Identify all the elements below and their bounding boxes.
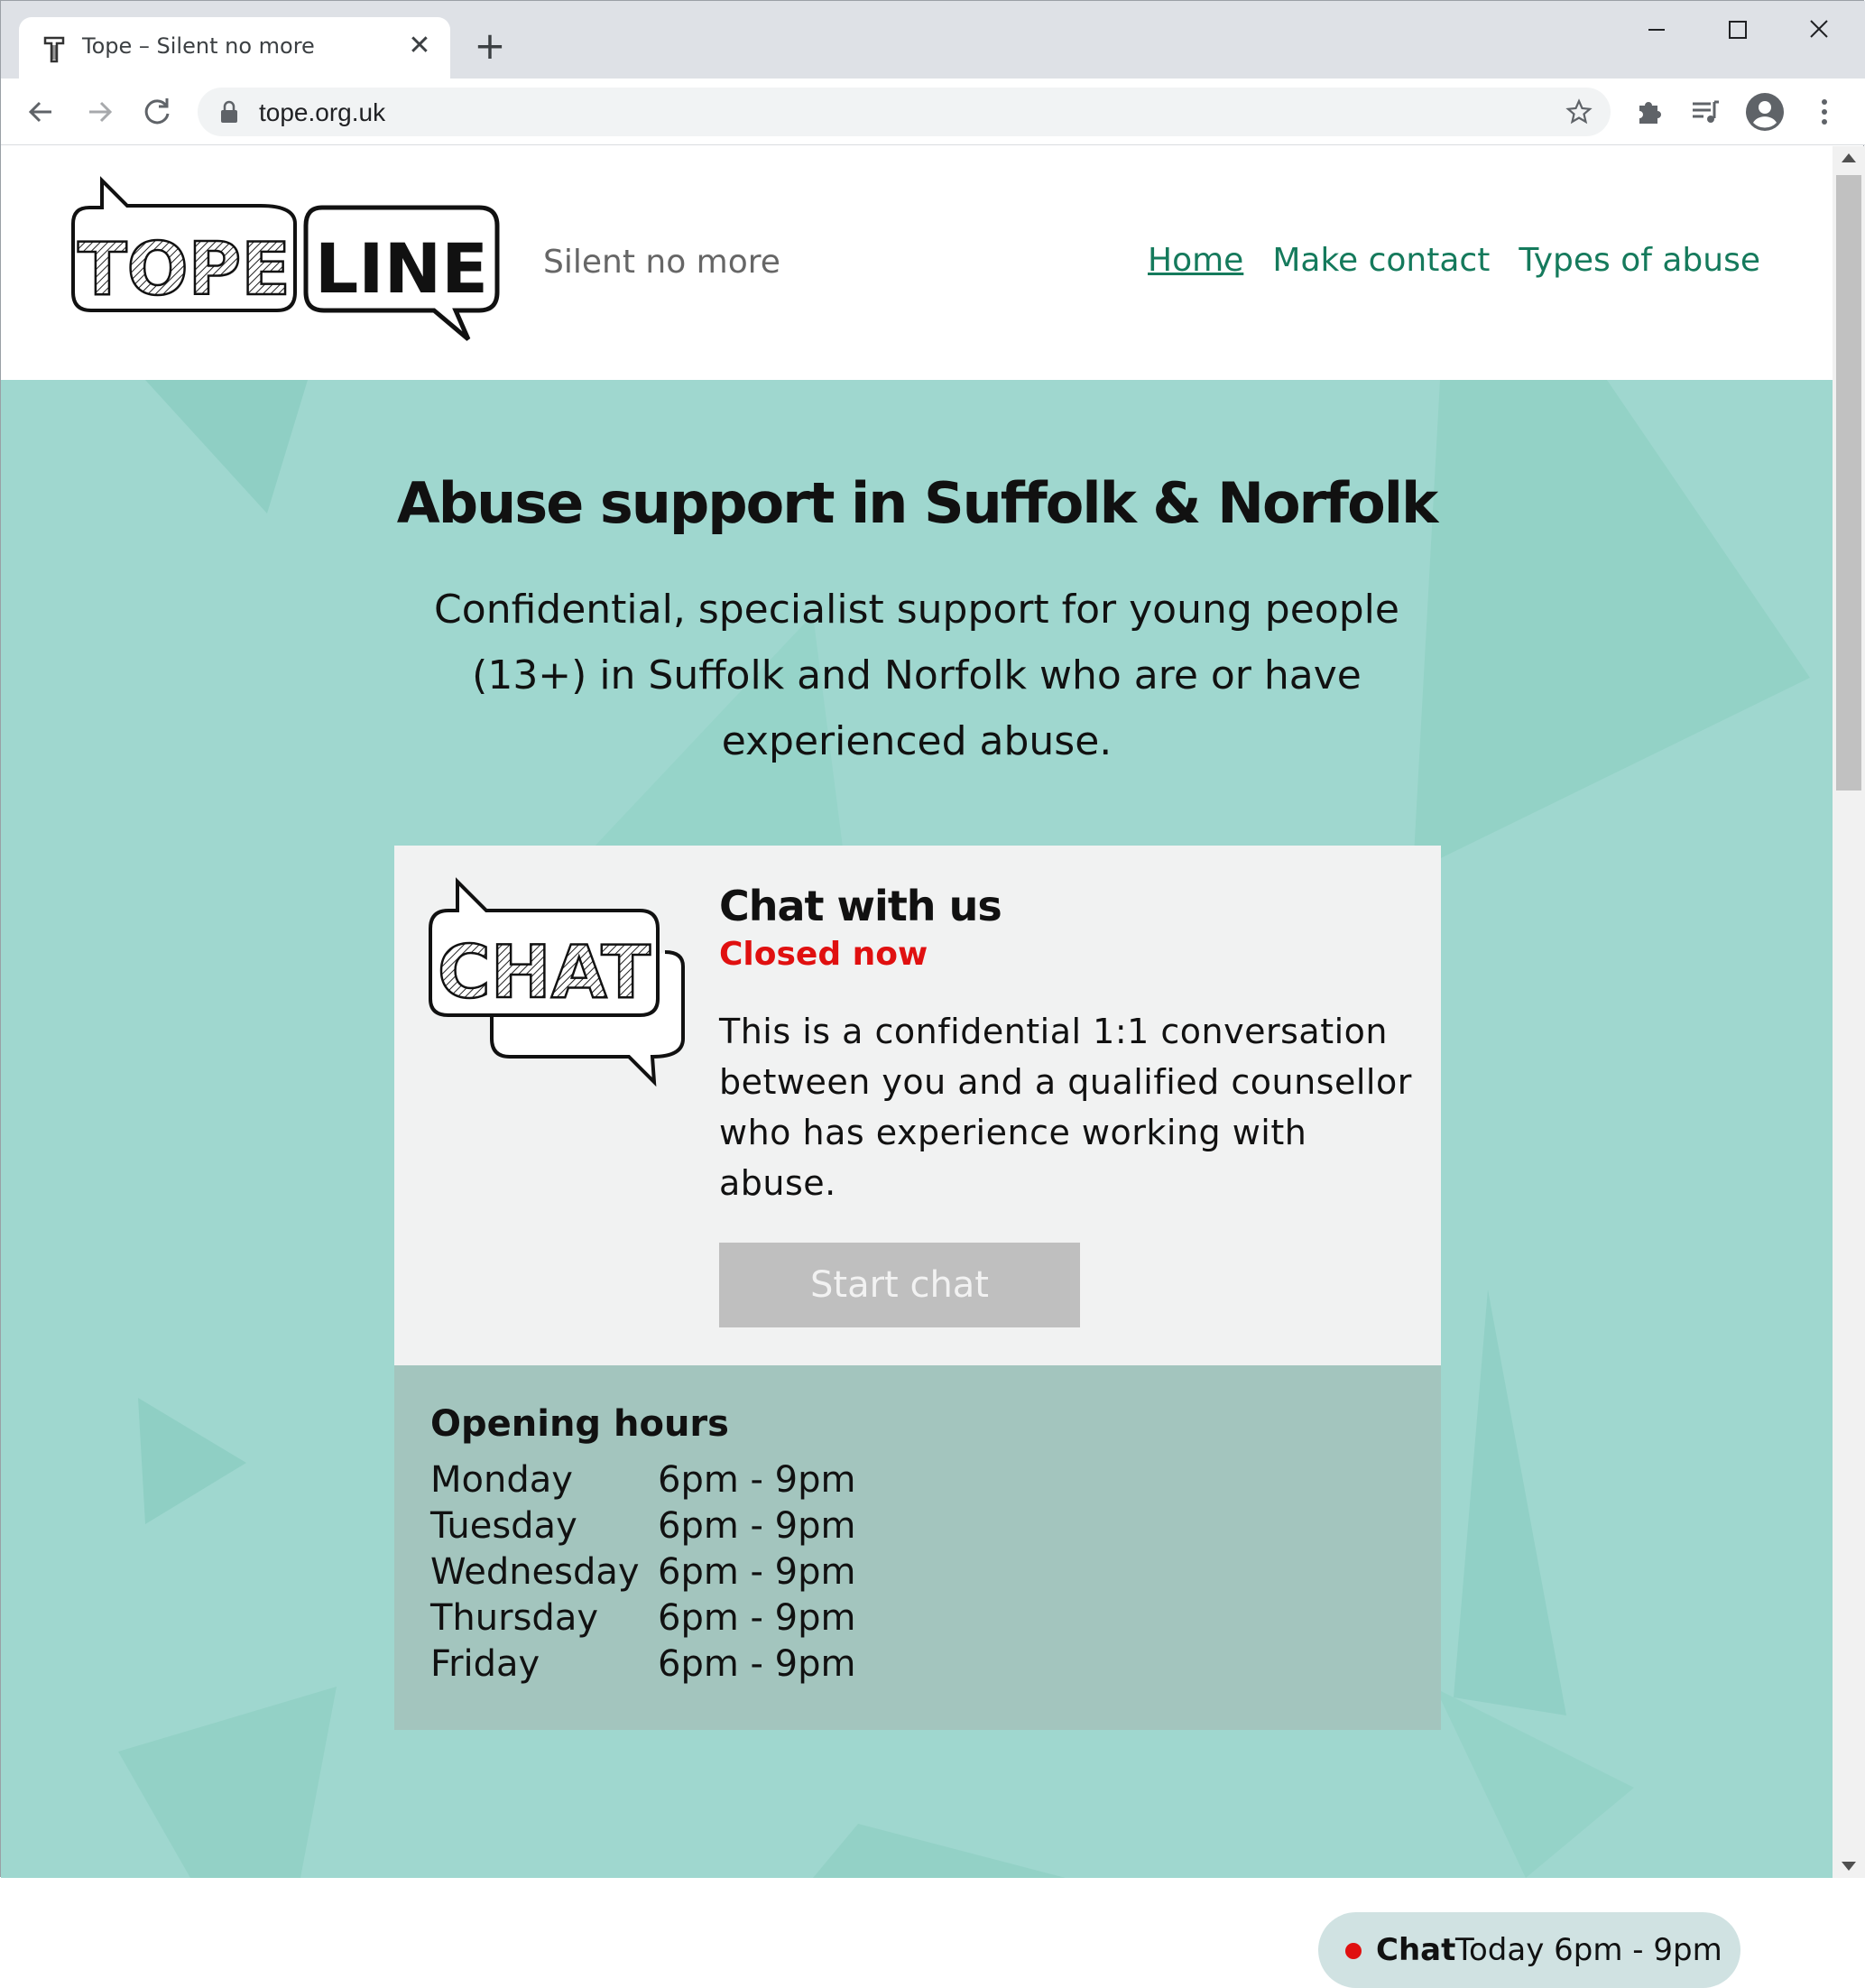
hours-row bbox=[430, 1641, 855, 1687]
site-header bbox=[1, 146, 1833, 380]
hours-day: Monday bbox=[430, 1459, 573, 1501]
hours-day: Friday bbox=[430, 1643, 540, 1685]
main-nav bbox=[1148, 242, 1760, 279]
hours-time: 6pm - 9pm bbox=[658, 1459, 856, 1501]
window-close-icon[interactable] bbox=[1778, 8, 1860, 50]
tab-close-icon[interactable]: ✕ bbox=[408, 30, 431, 61]
chat-logo-text: CHAT bbox=[438, 930, 651, 1014]
chat-card bbox=[394, 846, 1441, 1365]
hours-row bbox=[430, 1457, 855, 1503]
page-viewport bbox=[1, 146, 1833, 1968]
bookmark-star-icon[interactable] bbox=[1565, 98, 1593, 125]
status-dot-icon bbox=[1345, 1943, 1362, 1959]
back-arrow-icon[interactable] bbox=[21, 91, 62, 133]
media-control-icon[interactable] bbox=[1685, 91, 1726, 133]
chat-status-pill[interactable] bbox=[1318, 1912, 1740, 1988]
forward-arrow-icon[interactable] bbox=[78, 91, 120, 133]
site-tagline: Silent no more bbox=[543, 244, 780, 281]
browser-tab[interactable] bbox=[19, 17, 450, 79]
address-bar[interactable] bbox=[198, 88, 1611, 136]
chat-title: Chat with us bbox=[719, 882, 1002, 930]
hours-row bbox=[430, 1549, 855, 1595]
hours-time: 6pm - 9pm bbox=[658, 1597, 856, 1639]
hours-day: Tuesday bbox=[430, 1505, 577, 1547]
hours-day: Wednesday bbox=[430, 1551, 640, 1593]
hours-day: Thursday bbox=[430, 1597, 598, 1639]
chat-bubble-logo bbox=[429, 880, 690, 1093]
hours-time: 6pm - 9pm bbox=[658, 1643, 856, 1685]
lock-icon[interactable] bbox=[219, 100, 239, 124]
scroll-down-arrow-icon[interactable] bbox=[1842, 1862, 1856, 1871]
hero-title: Abuse support in Suffolk & Norfolk bbox=[396, 470, 1437, 536]
url-text[interactable]: tope.org.uk bbox=[259, 98, 386, 126]
chat-pill-label: Chat bbox=[1376, 1932, 1456, 1968]
scroll-up-arrow-icon[interactable] bbox=[1842, 153, 1856, 162]
opening-hours-card bbox=[394, 1365, 1441, 1730]
browser-menu-icon[interactable] bbox=[1804, 91, 1845, 133]
hours-time: 6pm - 9pm bbox=[658, 1505, 856, 1547]
nav-link-make-contact[interactable]: Make contact bbox=[1272, 242, 1491, 279]
minimize-icon[interactable] bbox=[1616, 8, 1697, 50]
chat-status-badge: Closed now bbox=[719, 936, 928, 973]
chat-description: This is a confidential 1:1 conversation between you and a qualified counsellor who has experience working with abuse. bbox=[719, 1012, 1412, 1203]
page-scrollbar[interactable] bbox=[1833, 146, 1865, 1878]
tope-favicon-icon bbox=[41, 33, 68, 64]
hours-time: 6pm - 9pm bbox=[658, 1551, 856, 1593]
opening-hours-title: Opening hours bbox=[430, 1403, 729, 1445]
tope-line-logo[interactable] bbox=[71, 179, 501, 347]
maximize-icon[interactable] bbox=[1697, 8, 1778, 50]
profile-avatar-icon[interactable] bbox=[1744, 91, 1786, 133]
hero-subtitle: Confidential, specialist support for young people (13+) in Suffolk and Norfolk who are or have experienced abuse. bbox=[434, 587, 1399, 764]
tab-title: Tope – Silent no more bbox=[82, 33, 315, 59]
new-tab-button[interactable]: + bbox=[474, 23, 506, 68]
hero-section bbox=[1, 380, 1833, 1968]
reload-icon[interactable] bbox=[136, 91, 178, 133]
opening-hours-table bbox=[430, 1457, 855, 1687]
scrollbar-thumb[interactable] bbox=[1836, 175, 1861, 791]
hours-row bbox=[430, 1595, 855, 1641]
nav-link-home[interactable]: Home bbox=[1148, 242, 1244, 279]
chat-pill-hours: Today 6pm - 9pm bbox=[1455, 1932, 1722, 1968]
tab-bar bbox=[1, 1, 1865, 79]
browser-toolbar bbox=[1, 79, 1865, 145]
hours-row bbox=[430, 1503, 855, 1549]
logo-word-line: LINE bbox=[314, 228, 489, 309]
extensions-puzzle-icon[interactable] bbox=[1629, 91, 1670, 133]
logo-word-tope: TOPE bbox=[78, 227, 291, 311]
nav-link-types-of-abuse[interactable]: Types of abuse bbox=[1519, 242, 1760, 279]
start-chat-button[interactable]: Start chat bbox=[719, 1243, 1080, 1327]
